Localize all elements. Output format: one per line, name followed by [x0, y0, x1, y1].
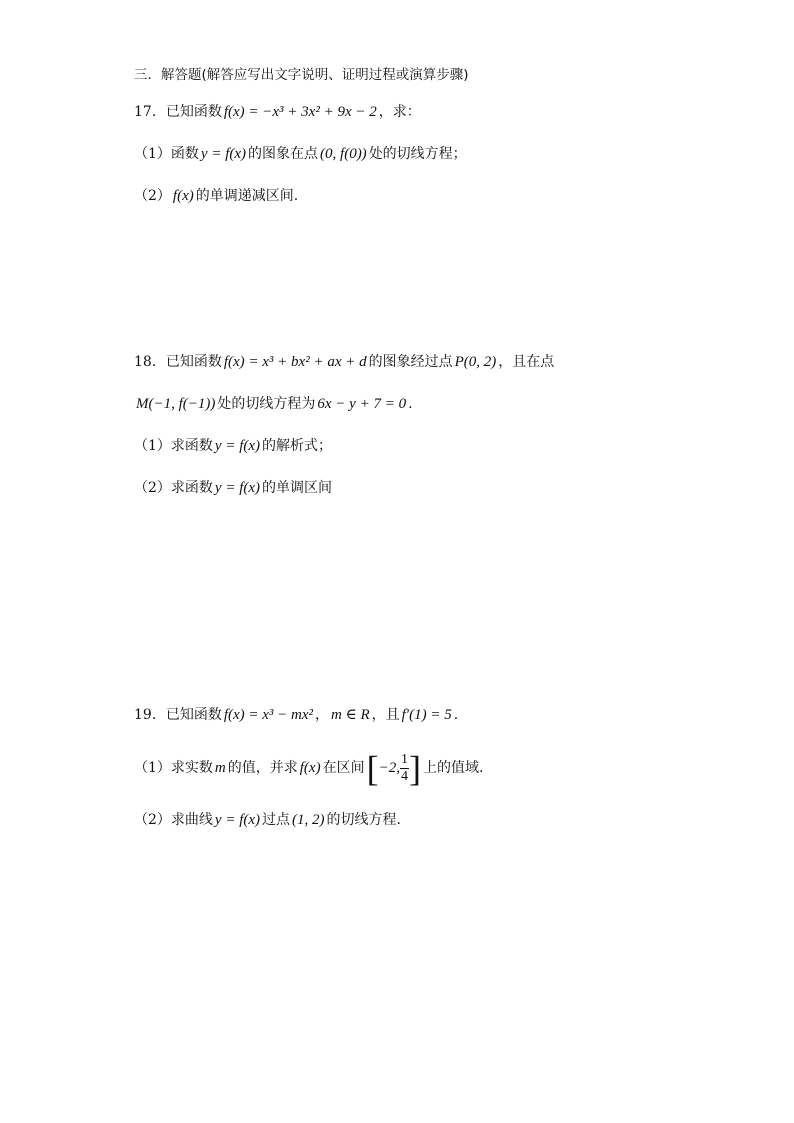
question-18-statement	[134, 351, 554, 373]
question-19-part-2	[134, 809, 401, 831]
question-17-function: f(x) = −x³ + 3x² + 9x − 2	[223, 104, 377, 120]
q19-part2-suffix: 的切线方程.	[326, 812, 401, 828]
question-18-lead: 18．已知函数	[134, 354, 222, 370]
q18-part1-prefix: （1）求函数	[134, 438, 213, 454]
q17-part1-suffix: 处的切线方程；	[368, 146, 467, 162]
q19-part1-expr: f(x)	[299, 760, 321, 776]
q19-part1-prefix: （1）求实数	[134, 760, 213, 776]
q18-part1-expr: y = f(x)	[214, 438, 261, 454]
fraction-numerator: 1	[400, 752, 408, 768]
q18-part1-suffix: 的解析式；	[262, 438, 333, 454]
question-18-line2-mid: 处的切线方程为	[217, 396, 316, 412]
question-17-lead: 17．已知函数	[134, 104, 222, 120]
q17-part2-prefix: （2）	[134, 188, 171, 204]
question-19-function: f(x) = x³ − mx²	[223, 707, 314, 723]
q19-part2-prefix: （2）求曲线	[134, 812, 213, 828]
q19-part2-mid: 过点	[262, 812, 291, 828]
q17-part1-expr1: y = f(x)	[200, 146, 247, 162]
question-18-point: P(0, 2)	[454, 354, 497, 370]
q18-part2-prefix: （2）求函数	[134, 480, 213, 496]
question-18-point-m: M(−1, f(−1))	[136, 396, 216, 412]
q18-part2-expr: y = f(x)	[214, 480, 261, 496]
question-18-function: f(x) = x³ + bx² + ax + d	[223, 354, 367, 370]
q17-part2-expr: f(x)	[172, 188, 194, 204]
fraction-denominator: 4	[400, 769, 408, 785]
q17-part2-suffix: 的单调递减区间.	[195, 188, 299, 204]
q19-part1-mid1: 的值，并求	[227, 760, 298, 776]
q17-part1-mid: 的图象在点	[248, 146, 319, 162]
q17-part1-prefix: （1）函数	[134, 146, 199, 162]
question-18-statement-line-2	[134, 393, 413, 415]
question-19-part-1	[134, 748, 483, 789]
question-17-statement	[134, 101, 421, 123]
question-18-mid: 的图象经过点	[368, 354, 453, 370]
question-19-statement	[134, 704, 458, 726]
question-17-part-1	[134, 143, 467, 165]
interval-right-bracket: ]	[408, 748, 421, 789]
question-17-part-2	[134, 185, 298, 207]
q18-part2-suffix: 的单调区间	[262, 480, 333, 496]
q19-part1-suffix: 上的值域.	[422, 760, 484, 776]
interval-right-fraction	[400, 752, 409, 785]
q19-part2-expr2: (1, 2)	[292, 812, 325, 828]
question-18-line2-suffix: .	[408, 396, 413, 412]
question-19-sep: ，	[315, 707, 330, 723]
question-19-suffix: .	[453, 707, 459, 723]
section-title-text: 三．解答题(解答应写出文字说明、证明过程或演算步骤)	[134, 67, 469, 83]
interval-left-bracket: [	[366, 748, 379, 789]
question-19-condition: m ∈ R	[331, 707, 370, 723]
question-18-tail: ，且在点	[498, 354, 555, 370]
section-title	[134, 64, 469, 86]
question-17-tail: ，求：	[378, 104, 421, 120]
question-18-part-2	[134, 477, 332, 499]
question-18-part-1	[134, 435, 332, 457]
question-19-lead: 19．已知函数	[134, 707, 222, 723]
interval-left-value: −2,	[378, 760, 400, 776]
question-18-tangent-equation: 6x − y + 7 = 0	[317, 396, 407, 412]
q19-part1-var: m	[214, 760, 226, 776]
q19-part2-expr1: y = f(x)	[214, 812, 261, 828]
q19-interval	[366, 748, 421, 789]
q17-part1-expr2: (0, f(0))	[320, 146, 367, 162]
q19-part1-mid2: 在区间	[322, 760, 365, 776]
question-19-derivative: f′(1) = 5	[401, 707, 452, 723]
question-19-mid: ，且	[371, 707, 400, 723]
